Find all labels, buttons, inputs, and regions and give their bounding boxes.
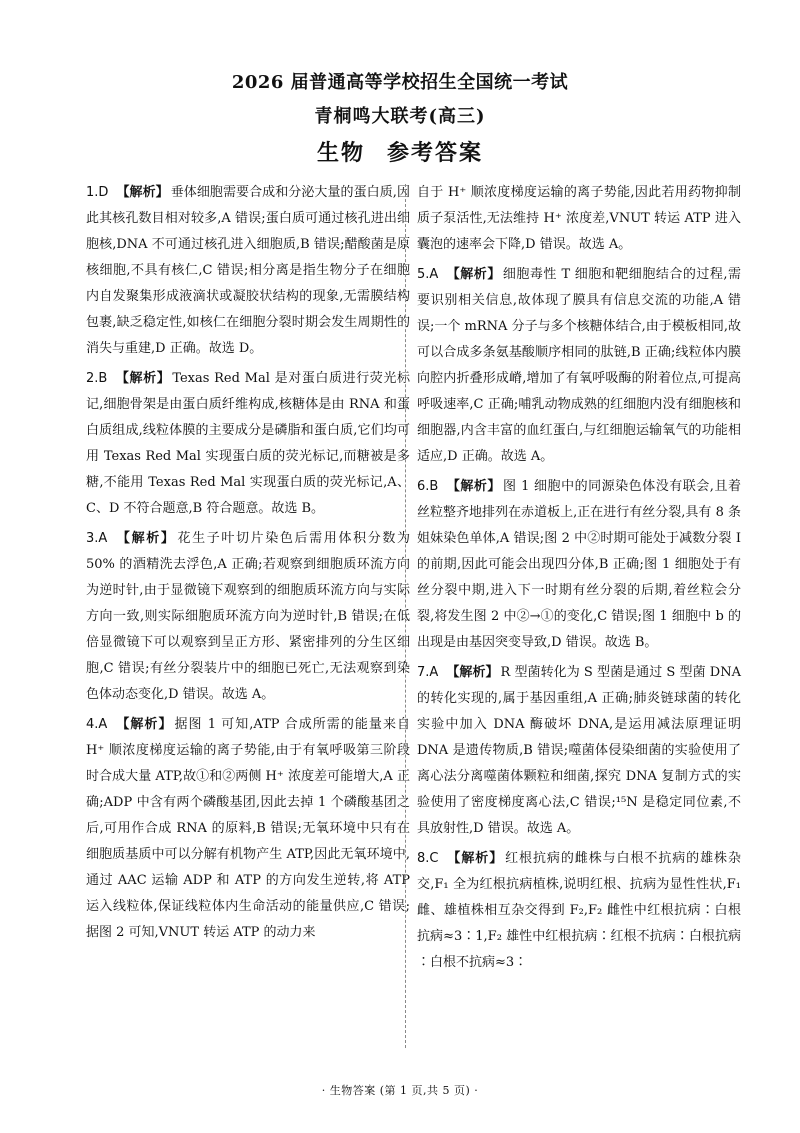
analysis-tag: 【解析】 — [115, 531, 176, 546]
exam-subtitle: 青桐鸣大联考(高三) — [314, 106, 486, 127]
analysis-tag: 【解析】 — [446, 665, 499, 680]
exam-title: 2026 届普通高等学校招生全国统一考试 — [231, 72, 569, 93]
answer-number: 5.A — [417, 267, 439, 282]
answer-item — [86, 526, 410, 708]
analysis-tag: 【解析】 — [115, 371, 171, 386]
subject-heading — [0, 136, 800, 167]
answer-item — [417, 474, 741, 656]
answer-item — [86, 712, 410, 946]
analysis-tag: 【解析】 — [116, 185, 169, 200]
answer-number: 6.B — [417, 479, 439, 494]
answer-number: 2.B — [86, 371, 108, 386]
page-footer: · 生物答案 (第 1 页,共 5 页) · — [321, 1084, 479, 1097]
analysis-tag: 【解析】 — [115, 717, 173, 732]
answer-text: R 型菌转化为 S 型菌是通过 S 型菌 DNA 的转化实现的,属于基因重组,A 正确;肺炎链球菌的转化实验中加入 DNA 酶破坏 DNA,是运用减法原理证明 DNA 是遗传物质,B 错误;噬菌体侵染细菌的实验使用了离心法分离噬菌体颗粒和细菌,探究 DNA 复制方式的实验使用了密度梯度离心法,C 错误;¹⁵N 是稳定同位素,不具放射性,D 错误。故选 A。 — [417, 665, 741, 836]
answer-text: 据图 1 可知,ATP 合成所需的能量来自 H⁺ 顺浓度梯度运输的离子势能,由于有氧呼吸第三阶段时合成大量 ATP,故①和②两侧 H⁺ 浓度差可能增大,A 正确;ADP 中含有两个磷酸基团,因此去掉 1 个磷酸基团之后,可用作合成 RNA 的原料,B 错误;无氧环境中只有在细胞质基质中可以分解有机物产生 ATP,因此无氧环境中,通过 AAC 运输 ADP 和 ATP 的方向发生逆转,将 ATP 运入线粒体,保证线粒体内生命活动的能量供应,C 错误;据图 2 可知,VNUT 转运 ATP 的动力来 — [86, 717, 410, 940]
answer-text: 自于 H⁺ 顺浓度梯度运输的离子势能,因此若用药物抑制质子泵活性,无法维持 H⁺ 浓度差,VNUT 转运 ATP 进入囊泡的速率会下降,D 错误。故选 A。 — [417, 185, 741, 252]
answer-number: 7.A — [417, 665, 439, 680]
answer-item-continued — [417, 180, 741, 258]
answer-number: 1.D — [86, 185, 109, 200]
answer-number: 3.A — [86, 531, 108, 546]
column-divider — [405, 184, 406, 1048]
answer-text: 细胞毒性 T 细胞和靶细胞结合的过程,需要识别相关信息,故体现了膜具有信息交流的功能,A 错误;一个 mRNA 分子与多个核糖体结合,由于模板相同,故可以合成多条氨基酸顺序相同的肽链,B 正确;线粒体内膜向腔内折叠形成嵴,增加了有氧呼吸酶的附着位点,可提高呼吸速率,C 正确;哺乳动物成熟的红细胞内没有细胞核和细胞器,内含丰富的血红蛋白,与红细胞运输氧气的功能相适应,D 正确。故选 A。 — [417, 267, 741, 464]
answer-item — [417, 262, 741, 470]
answer-text: Texas Red Mal 是对蛋白质进行荧光标记,细胞骨架是由蛋白质纤维构成,核糖体是由 RNA 和蛋白质组成,线粒体膜的主要成分是磷脂和蛋白质,它们均可用 Texas Red Mal 实现蛋白质的荧光标记,而糖被是多糖,不能用 Texas Red Mal 实现蛋白质的荧光标记,A、C、D 不符合题意,B 符合题意。故选 B。 — [86, 371, 410, 516]
answer-item — [86, 366, 410, 522]
analysis-tag: 【解析】 — [446, 851, 504, 866]
answer-text: 图 1 细胞中的同源染色体没有联会,且着丝粒整齐地排列在赤道板上,正在进行有丝分裂,具有 8 条姐妹染色单体,A 错误;图 2 中②时期可能处于减数分裂 Ⅰ 的前期,因此可能会出现四分体,B 正确;图 1 细胞处于有丝分裂中期,进入下一时期有丝分裂的后期,着丝粒会分裂,将发生图 2 中②→①的变化,C 错误;图 1 细胞中 b 的出现是由基因突变导致,D 错误。故选 B。 — [417, 479, 741, 650]
answer-item — [417, 660, 741, 842]
answer-column-left — [86, 180, 410, 950]
answer-column-right — [417, 180, 741, 980]
answer-text: 垂体细胞需要合成和分泌大量的蛋白质,因此其核孔数目相对较多,A 错误;蛋白质可通过核孔进出细胞核,DNA 不可通过核孔进入细胞质,B 错误;醋酸菌是原核细胞,不具有核仁,C 错误;相分离是指生物分子在细胞内自发聚集形成液滴状或凝胶状结构的现象,无需膜结构包裹,缺乏稳定性,如核仁在细胞分裂时期会发生周期性的消失与重建,D 正确。故选 D。 — [86, 185, 410, 356]
analysis-tag: 【解析】 — [446, 479, 501, 494]
analysis-tag: 【解析】 — [446, 267, 501, 282]
subject-name: 生物 — [316, 141, 365, 166]
answer-number: 4.A — [86, 717, 108, 732]
answer-text: 花生子叶切片染色后需用体积分数为 50% 的酒精洗去浮色,A 正确;若观察到细胞质环流方向为逆时针,由于显微镜下观察到的细胞质环流方向与实际方向一致,则实际细胞质环流方向为逆时针,B 错误;在低倍显微镜下可以观察到呈正方形、紧密排列的分生区细胞,C 错误;有丝分裂装片中的细胞已死亡,无法观察到染色体动态变化,D 错误。故选 A。 — [86, 531, 410, 702]
answer-number: 8.C — [417, 851, 439, 866]
answer-item — [86, 180, 410, 362]
answer-text: 红根抗病的雌株与白根不抗病的雄株杂交,F₁ 全为红根抗病植株,说明红根、抗病为显性性状,F₁ 雌、雄植株相互杂交得到 F₂,F₂ 雌性中红根抗病∶白根抗病≈3∶1,F₂ 雄性中红根抗病∶红根不抗病∶白根抗病∶白根不抗病≈3∶ — [417, 851, 741, 970]
answer-label: 参考答案 — [387, 141, 484, 166]
answer-item — [417, 846, 741, 976]
